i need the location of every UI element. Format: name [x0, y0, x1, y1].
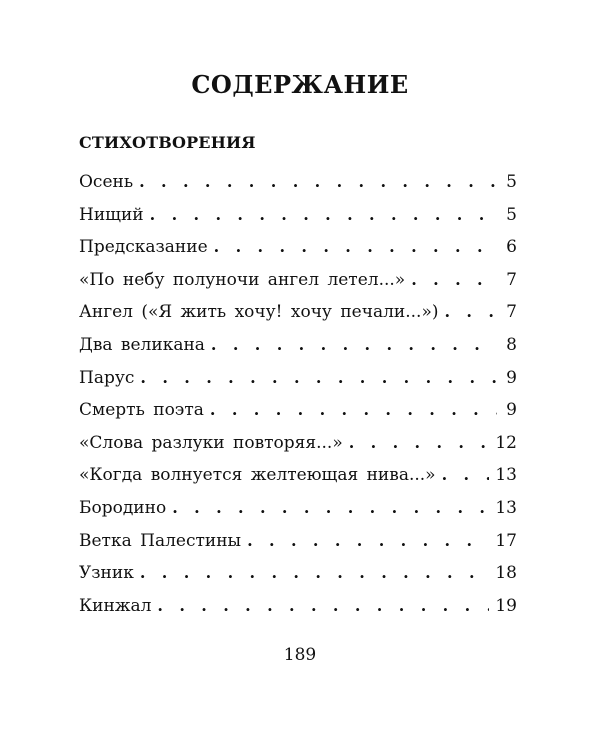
toc-entry-page: 9: [506, 400, 517, 421]
toc-entry: [79, 205, 517, 238]
dot-leader: [172, 498, 489, 517]
toc-entry-page: 19: [495, 595, 517, 616]
toc-entry-page: 6: [506, 237, 517, 258]
dot-leader: [139, 172, 497, 191]
toc-entry: [79, 302, 517, 335]
dot-leader: [442, 465, 490, 484]
toc-entry: [79, 596, 517, 629]
toc-entry-page: 17: [495, 530, 517, 551]
toc-entry-page: 13: [495, 465, 517, 486]
toc-entry-page: 5: [506, 172, 517, 192]
toc-entry-page: 18: [495, 563, 517, 584]
dot-leader: [444, 302, 497, 321]
dot-leader: [140, 368, 497, 387]
toc-entry-page: 12: [495, 432, 517, 453]
toc-entry-title: Смерть поэта: [79, 400, 204, 421]
dot-leader: [157, 596, 489, 615]
dot-leader: [150, 205, 497, 224]
toc-entry-title: «Когда волнуется желтеющая нива...»: [79, 465, 436, 486]
toc-entry-title: Ангел («Я жить хочу! хочу печали...»): [79, 302, 439, 323]
dot-leader: [211, 335, 497, 354]
toc-entry-title: «Слова разлуки повторяя...»: [79, 432, 343, 453]
dot-leader: [140, 563, 490, 582]
toc-entry-title: Бородино: [79, 497, 167, 518]
toc-entry-page: 9: [506, 367, 517, 388]
toc-entry: [79, 563, 517, 596]
toc-entry-page: 8: [506, 334, 517, 355]
toc-entry-title: Узник: [79, 563, 134, 584]
toc-entry-page: 7: [506, 302, 517, 323]
dot-leader: [247, 531, 489, 550]
toc-entry-title: Кинжал: [79, 595, 152, 616]
section-heading: СТИХОТВОРЕНИЯ: [79, 133, 256, 152]
dot-leader: [349, 433, 490, 452]
toc-entry-page: 5: [506, 204, 517, 225]
toc-entry: [79, 237, 517, 270]
toc-entry-title: «По небу полуночи ангел летел...»: [79, 269, 406, 290]
toc-entry: [79, 433, 517, 466]
toc-entry: [79, 172, 517, 205]
toc-entry: [79, 498, 517, 531]
toc-entry-title: Нищий: [79, 204, 144, 225]
toc-entry: [79, 531, 517, 564]
toc-entry: [79, 368, 517, 401]
page-title: СОДЕРЖАНИЕ: [191, 70, 409, 99]
toc-entry-title: Осень: [79, 172, 134, 192]
toc-entry-page: 7: [506, 269, 517, 290]
toc-entry-title: Предсказание: [79, 237, 208, 258]
toc-entry-title: Ветка Палестины: [79, 530, 242, 551]
toc-entry: [79, 465, 517, 498]
toc-entry-page: 13: [495, 497, 517, 518]
toc-entry-title: Два великана: [79, 334, 205, 355]
dot-leader: [214, 237, 497, 256]
table-of-contents: [79, 172, 517, 628]
dot-leader: [411, 270, 497, 289]
page-number: 189: [283, 645, 317, 665]
toc-entry: [79, 335, 517, 368]
dot-leader: [210, 400, 497, 419]
toc-entry-title: Парус: [79, 367, 135, 388]
toc-entry: [79, 400, 517, 433]
toc-entry: [79, 270, 517, 303]
